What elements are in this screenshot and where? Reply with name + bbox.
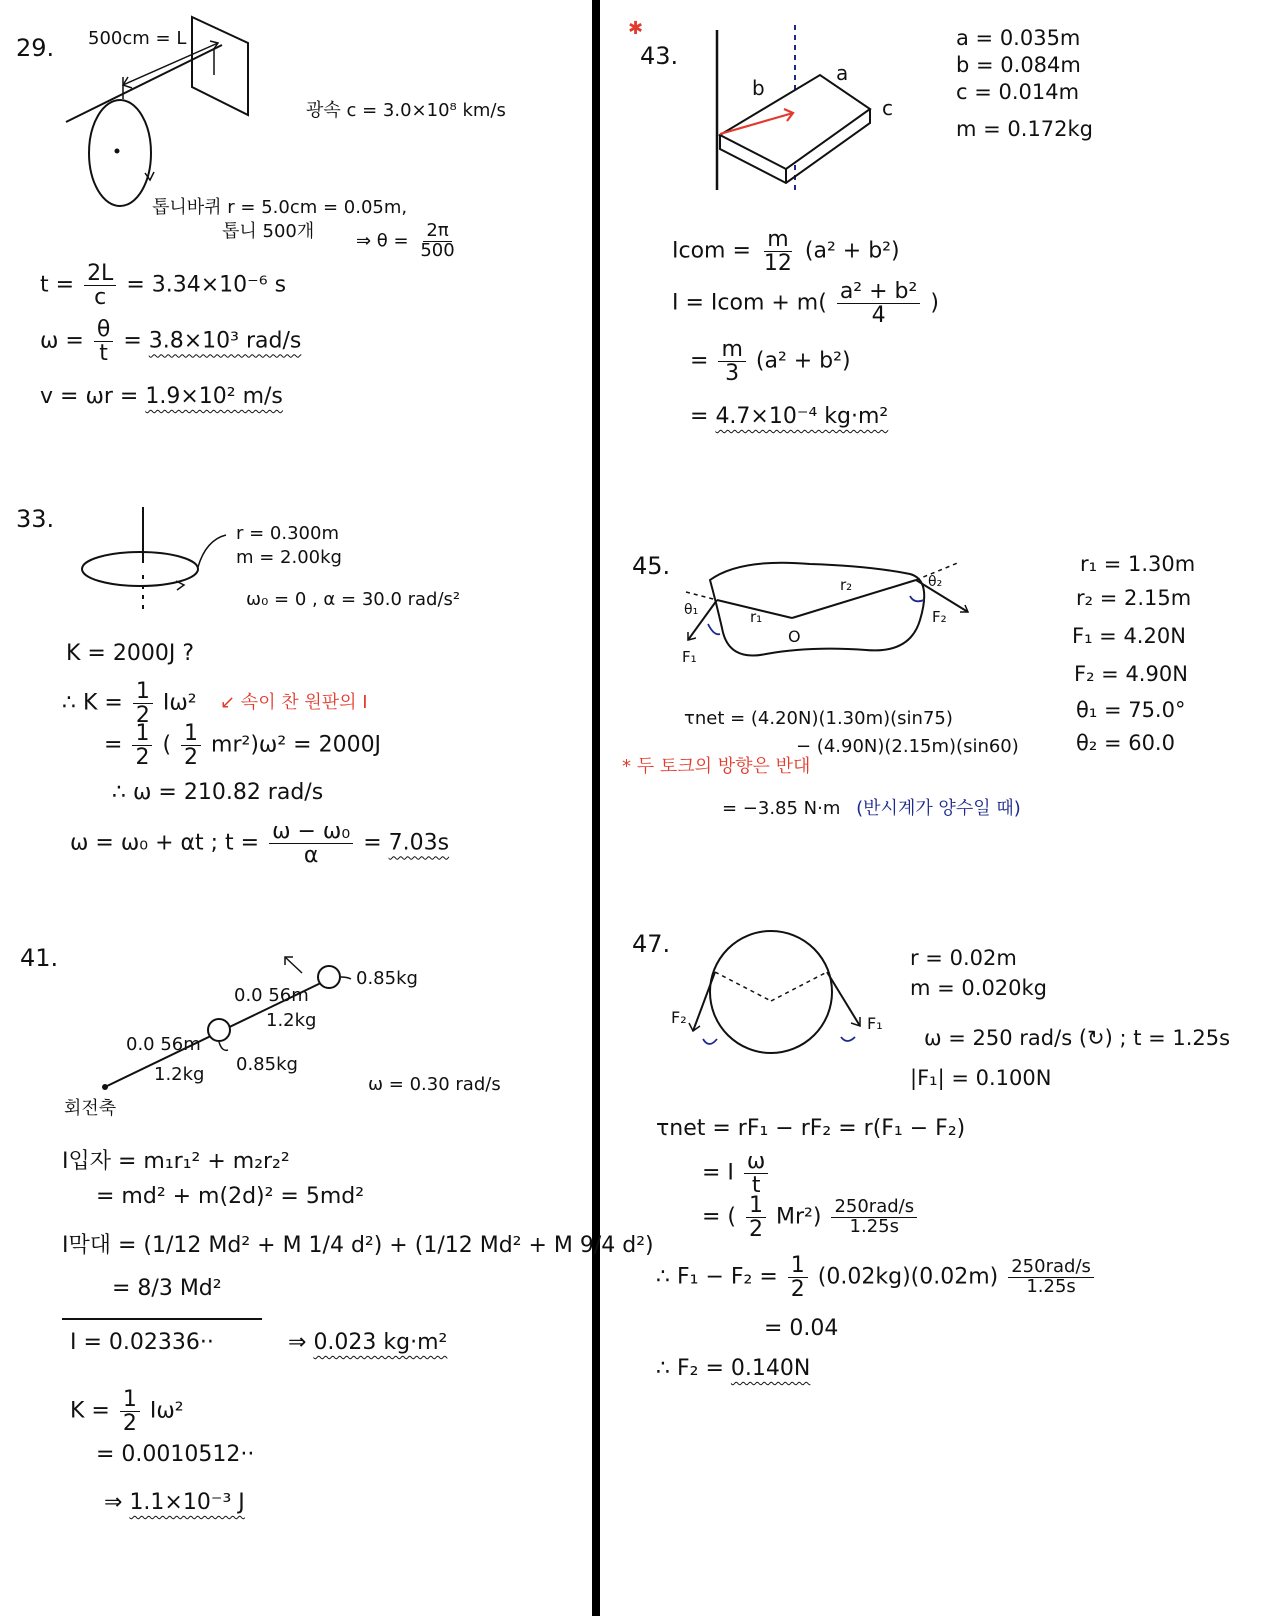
blue-note-45: (반시계가 양수일 때) xyxy=(856,798,1021,819)
F2-label: F₂ xyxy=(932,608,947,626)
given-th1-45: θ₁ = 75.0° xyxy=(1076,698,1186,722)
eq-47-l6: ∴ F₂ = 0.140N xyxy=(656,1356,811,1381)
eq-29-t: t = $\frac{2L}{c}$ = 3.34×10⁻⁶ s xyxy=(40,261,287,311)
given-f1-45: F₁ = 4.20N xyxy=(1072,624,1186,648)
given-b-43: b = 0.084m xyxy=(956,53,1081,77)
label-a: a xyxy=(836,61,849,85)
omega-41: ω = 0.30 rad/s xyxy=(368,1074,501,1095)
problem-number-47: 47. xyxy=(632,930,671,958)
distance-arrow xyxy=(123,43,218,85)
eq-41-irod2: = 8/3 Md² xyxy=(112,1276,222,1301)
diagram-33-disk xyxy=(78,505,218,615)
red-note-33: ↙ 속이 찬 원판의 I xyxy=(220,692,368,713)
problem-number-41: 41. xyxy=(20,944,59,972)
rod-len-top-41: 0.0 56m xyxy=(234,985,309,1006)
problem-number-45: 45. xyxy=(632,552,671,580)
eq-47-l5: = 0.04 xyxy=(764,1316,839,1341)
eq-41-k: K = $\frac{1}{2}$ Iω² xyxy=(70,1387,184,1437)
disk xyxy=(82,552,198,586)
diagram-43-slab xyxy=(700,25,930,195)
eq-45-tnet2: − (4.90N)(2.15m)(sin60) xyxy=(796,736,1019,757)
mass-mid-41: 0.85kg xyxy=(236,1054,298,1075)
rod-len-bottom-41: 0.0 56m xyxy=(126,1034,201,1055)
eq-33-k3: = $\frac{1}{2}$ ( $\frac{1}{2}$ mr²)ω² = 2000J xyxy=(104,721,382,771)
mass-top-41: 0.85kg xyxy=(356,968,418,989)
eq-47-l3: = ( $\frac{1}{2}$ Mr²) $\frac{\text{250rad/s}}{1.25s}$ xyxy=(702,1194,920,1241)
teeth-note: 톱니 500개 xyxy=(222,221,315,242)
distance-label: 500cm = L xyxy=(88,28,187,49)
speed-of-light: 광속 c = 3.0×10⁸ km/s xyxy=(306,100,506,121)
origin-label: O xyxy=(788,627,801,646)
eq-43-icom: Icom = $\frac{m}{12}$ (a² + b²) xyxy=(672,227,900,277)
F2-label: F₂ xyxy=(671,1008,687,1027)
F1-label: F₁ xyxy=(867,1014,883,1033)
red-note-45: * 두 토크의 방향은 반대 xyxy=(622,756,811,777)
r1-label: r₁ xyxy=(750,608,763,626)
star-mark-43: ✱ xyxy=(628,18,644,39)
pulley xyxy=(710,931,832,1053)
eq-43-i: I = Icom + m( $\frac{\text{a² + b²}}{4}$ ) xyxy=(672,279,939,329)
problem-number-33: 33. xyxy=(16,505,55,533)
eq-33-k: K = 2000J ? xyxy=(66,641,194,666)
eq-43-result: = 4.7×10⁻⁴ kg·m² xyxy=(690,404,889,429)
eq-45-result: = −3.85 N·m (반시계가 양수일 때) xyxy=(722,798,1021,819)
label-b: b xyxy=(752,76,765,100)
answer-33: 7.03s xyxy=(388,830,450,856)
slab-top xyxy=(720,75,870,169)
rod-mass-top-41: 1.2kg xyxy=(266,1010,317,1031)
toothed-wheel xyxy=(89,100,151,206)
sum-line-41 xyxy=(62,1318,262,1320)
diagram-45-body xyxy=(670,550,980,675)
eq-47-l2: = I $\frac{\omega}{t}$ xyxy=(702,1150,771,1197)
answer-29-v: 1.9×10² m/s xyxy=(145,384,283,409)
particle-1 xyxy=(208,1019,230,1041)
eq-41-ipart: I입자 = m₁r₁² + m₂r₂² xyxy=(62,1149,290,1174)
eq-41-itotal: I = 0.02336·· xyxy=(70,1330,214,1355)
F1-label: F₁ xyxy=(682,648,697,666)
given-m-47: m = 0.020kg xyxy=(910,976,1048,1000)
mirror-plate xyxy=(192,17,248,115)
eq-45-tnet: τnet = (4.20N)(1.30m)(sin75) xyxy=(684,708,953,729)
problem-number-29: 29. xyxy=(16,34,55,62)
eq-47-tnet: τnet = rF₁ − rF₂ = r(F₁ − F₂) xyxy=(656,1116,966,1141)
eq-41-irod: I막대 = (1/12 Md² + M 1/4 d²) + (1/12 Md² + M 9/4 d²) xyxy=(62,1233,654,1258)
eq-41-ianswer: ⇒ 0.023 kg·m² xyxy=(288,1330,448,1355)
rigid-body xyxy=(710,563,924,656)
eq-29-v: v = ωr = 1.9×10² m/s xyxy=(40,384,283,409)
eq-41-kanswer: ⇒ 1.1×10⁻³ J xyxy=(104,1490,245,1515)
eq-33-k2: ∴ K = $\frac{1}{2}$ Iω² xyxy=(62,679,197,729)
eq-29-omega: ω = $\frac{\theta}{t}$ = 3.8×10³ rad/s xyxy=(40,317,302,367)
given-r-33: r = 0.300m xyxy=(236,523,339,544)
eq-41-k2: = 0.0010512·· xyxy=(96,1442,255,1467)
wheel-note: 톱니바퀴 r = 5.0cm = 0.05m, xyxy=(152,197,408,218)
given-r2-45: r₂ = 2.15m xyxy=(1076,586,1192,610)
answer-43: 4.7×10⁻⁴ kg·m² xyxy=(715,404,889,429)
given-f2-45: F₂ = 4.90N xyxy=(1074,662,1188,686)
eq-47-l4: ∴ F₁ − F₂ = $\frac{1}{2}$ (0.02kg)(0.02m) $\frac{\text{250rad/s}}{1.25s}$ xyxy=(656,1254,1097,1301)
diagram-29 xyxy=(60,15,280,210)
particle-2 xyxy=(318,966,340,988)
theta2-label: θ₂ xyxy=(928,574,943,590)
given-m-33: m = 2.00kg xyxy=(236,547,342,568)
answer-47: 0.140N xyxy=(730,1356,811,1381)
light-ray xyxy=(66,45,222,122)
theta1-label: θ₁ xyxy=(684,602,699,618)
given-omega-47: ω = 250 rad/s (↻) ; t = 1.25s xyxy=(924,1026,1231,1050)
diagram-47-pulley xyxy=(665,925,895,1065)
r2-vector xyxy=(792,580,916,618)
r2-label: r₂ xyxy=(840,576,853,594)
rod-mass-bottom-41: 1.2kg xyxy=(154,1064,205,1085)
label-c: c xyxy=(882,96,893,120)
eq-33-t: ω = ω₀ + αt ; t = $\frac{\text{ω − ω₀}}{\alpha}$ = 7.03s xyxy=(70,819,450,869)
answer-29-omega: 3.8×10³ rad/s xyxy=(148,328,302,354)
eq-33-omega: ∴ ω = 210.82 rad/s xyxy=(112,780,324,805)
given-m-43: m = 0.172kg xyxy=(956,117,1094,141)
given-th2-45: θ₂ = 60.0 xyxy=(1076,731,1175,755)
page-divider xyxy=(592,0,600,1616)
theta-def: ⇒ θ = $\frac{2\pi}{500}$ xyxy=(356,220,455,261)
given-omega-alpha-33: ω₀ = 0 , α = 30.0 rad/s² xyxy=(246,589,461,610)
axis-label-41: 회전축 xyxy=(64,1098,117,1119)
given-r1-45: r₁ = 1.30m xyxy=(1080,552,1196,576)
answer-41-i: 0.023 kg·m² xyxy=(313,1330,448,1355)
answer-41-k: 1.1×10⁻³ J xyxy=(129,1490,245,1515)
given-c-43: c = 0.014m xyxy=(956,80,1080,104)
problem-number-43: 43. xyxy=(640,42,679,70)
eq-43-i2: = $\frac{m}{3}$ (a² + b²) xyxy=(690,337,851,387)
eq-41-ipart2: = md² + m(2d)² = 5md² xyxy=(96,1184,365,1209)
given-a-43: a = 0.035m xyxy=(956,26,1081,50)
given-r-47: r = 0.02m xyxy=(910,946,1017,970)
given-f1-47: |F₁| = 0.100N xyxy=(910,1066,1052,1090)
